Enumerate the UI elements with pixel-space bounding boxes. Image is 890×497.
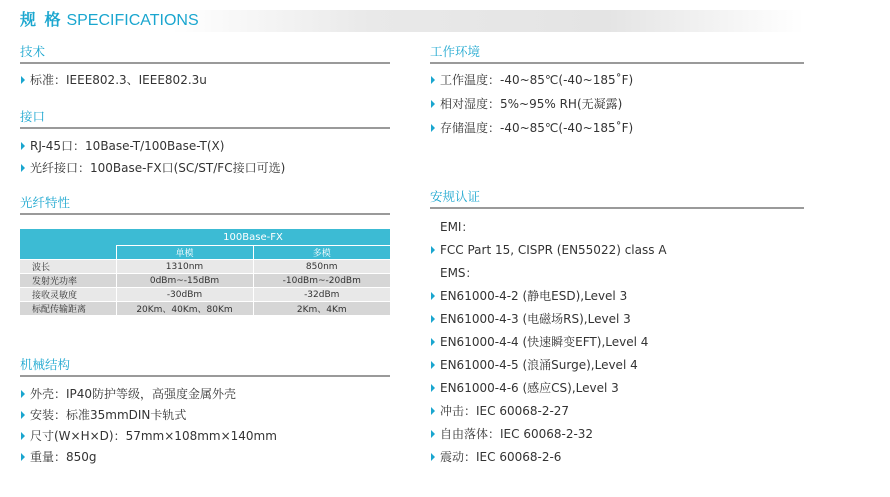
list-item — [430, 120, 804, 136]
arrow-right-icon — [431, 453, 435, 461]
arrow-right-icon — [21, 164, 25, 172]
cell-single: 0dBm~-15dBm — [116, 274, 253, 288]
item-text: 标准：IEEE802.3、IEEE802.3u — [30, 73, 207, 87]
cell-multi: -10dBm~-20dBm — [253, 274, 390, 288]
arrow-right-icon — [21, 411, 25, 419]
title-cn: 规 格 — [20, 12, 63, 29]
arrow-right-icon — [21, 390, 25, 398]
section-interface — [20, 109, 390, 176]
list-item — [20, 138, 390, 154]
list-item — [20, 449, 390, 465]
row-label: 发射光功率 — [20, 274, 116, 288]
arrow-right-icon — [431, 246, 435, 254]
item-text: FCC Part 15, CISPR (EN55022) class A — [440, 243, 667, 257]
item-text: EN61000-4-2 (静电ESD),Level 3 — [440, 289, 628, 303]
item-text: EN61000-4-6 (感应CS),Level 3 — [440, 381, 619, 395]
section-heading: 技术 — [20, 44, 390, 64]
list-item — [430, 288, 804, 304]
row-label: 标配传输距离 — [20, 302, 116, 316]
section-heading: 接口 — [20, 109, 390, 129]
list-item — [430, 426, 804, 442]
item-text: 相对湿度：5%~95% RH(无凝露) — [440, 97, 623, 111]
list-item — [430, 334, 804, 350]
section-heading: 工作环境 — [430, 44, 804, 64]
section-env — [430, 44, 804, 136]
arrow-right-icon — [431, 407, 435, 415]
row-label: 波长 — [20, 260, 116, 274]
row-label: 接收灵敏度 — [20, 288, 116, 302]
arrow-right-icon — [21, 142, 25, 150]
arrow-right-icon — [431, 124, 435, 132]
list-item — [20, 386, 390, 402]
title-en: SPECIFICATIONS — [66, 12, 199, 29]
item-text: EN61000-4-4 (快速瞬变EFT),Level 4 — [440, 335, 649, 349]
section-heading: 光纤特性 — [20, 195, 390, 215]
cell-multi: 850nm — [253, 260, 390, 274]
arrow-right-icon — [431, 76, 435, 84]
arrow-right-icon — [431, 384, 435, 392]
item-text: 存储温度：-40~85℃(-40~185˚F) — [440, 121, 634, 135]
list-item — [430, 403, 804, 419]
table-row — [20, 302, 390, 316]
column-header-multi: 多模 — [253, 246, 390, 260]
item-text: 尺寸(W×H×D)：57mm×108mm×140mm — [30, 429, 277, 443]
cell-single: -30dBm — [116, 288, 253, 302]
section-heading: 安规认证 — [430, 189, 804, 209]
arrow-right-icon — [431, 100, 435, 108]
section-mech — [20, 357, 390, 465]
table-row — [20, 260, 390, 274]
item-text: RJ-45口：10Base-T/100Base-T(X) — [30, 139, 225, 153]
item-text: 光纤接口：100Base-FX口(SC/ST/FC接口可选) — [30, 161, 286, 175]
list-item — [430, 219, 804, 235]
fiber-spec-table — [20, 229, 390, 316]
item-text: 冲击：IEC 60068-2-27 — [440, 404, 570, 418]
cell-multi: -32dBm — [253, 288, 390, 302]
list-item — [20, 407, 390, 423]
section-cert — [430, 189, 804, 465]
section-fiber — [20, 195, 390, 316]
table-row — [20, 274, 390, 288]
list-item — [20, 160, 390, 176]
list-item — [20, 428, 390, 444]
arrow-right-icon — [21, 76, 25, 84]
column-header-single: 单模 — [116, 246, 253, 260]
arrow-right-icon — [431, 338, 435, 346]
item-text: EN61000-4-5 (浪涌Surge),Level 4 — [440, 358, 638, 372]
cell-multi: 2Km、4Km — [253, 302, 390, 316]
arrow-right-icon — [21, 432, 25, 440]
cell-single: 1310nm — [116, 260, 253, 274]
arrow-right-icon — [431, 361, 435, 369]
item-text: EMI： — [440, 220, 474, 234]
list-item — [20, 72, 390, 88]
arrow-right-icon — [431, 315, 435, 323]
item-text: 重量：850g — [30, 450, 97, 464]
item-text: 工作温度：-40~85℃(-40~185˚F) — [440, 73, 634, 87]
list-item — [430, 311, 804, 327]
item-text: 外壳：IP40防护等级，高强度金属外壳 — [30, 387, 237, 401]
item-text: 自由落体：IEC 60068-2-32 — [440, 427, 594, 441]
list-item — [430, 380, 804, 396]
list-item — [430, 265, 804, 281]
list-item — [430, 449, 804, 465]
list-item — [430, 72, 804, 88]
item-text: EN61000-4-3 (电磁场RS),Level 3 — [440, 312, 631, 326]
arrow-right-icon — [21, 453, 25, 461]
list-item — [430, 96, 804, 112]
list-item — [430, 242, 804, 258]
section-tech — [20, 44, 390, 88]
arrow-right-icon — [431, 430, 435, 438]
table-header: 100Base-FX — [116, 229, 390, 246]
page-title — [20, 10, 199, 32]
arrow-right-icon — [431, 292, 435, 300]
list-item — [430, 357, 804, 373]
item-text: 安装：标准35mmDIN卡轨式 — [30, 408, 187, 422]
item-text: EMS： — [440, 266, 478, 280]
cell-single: 20Km、40Km、80Km — [116, 302, 253, 316]
table-row — [20, 288, 390, 302]
item-text: 震动：IEC 60068-2-6 — [440, 450, 562, 464]
section-heading: 机械结构 — [20, 357, 390, 377]
table-corner — [20, 229, 116, 260]
